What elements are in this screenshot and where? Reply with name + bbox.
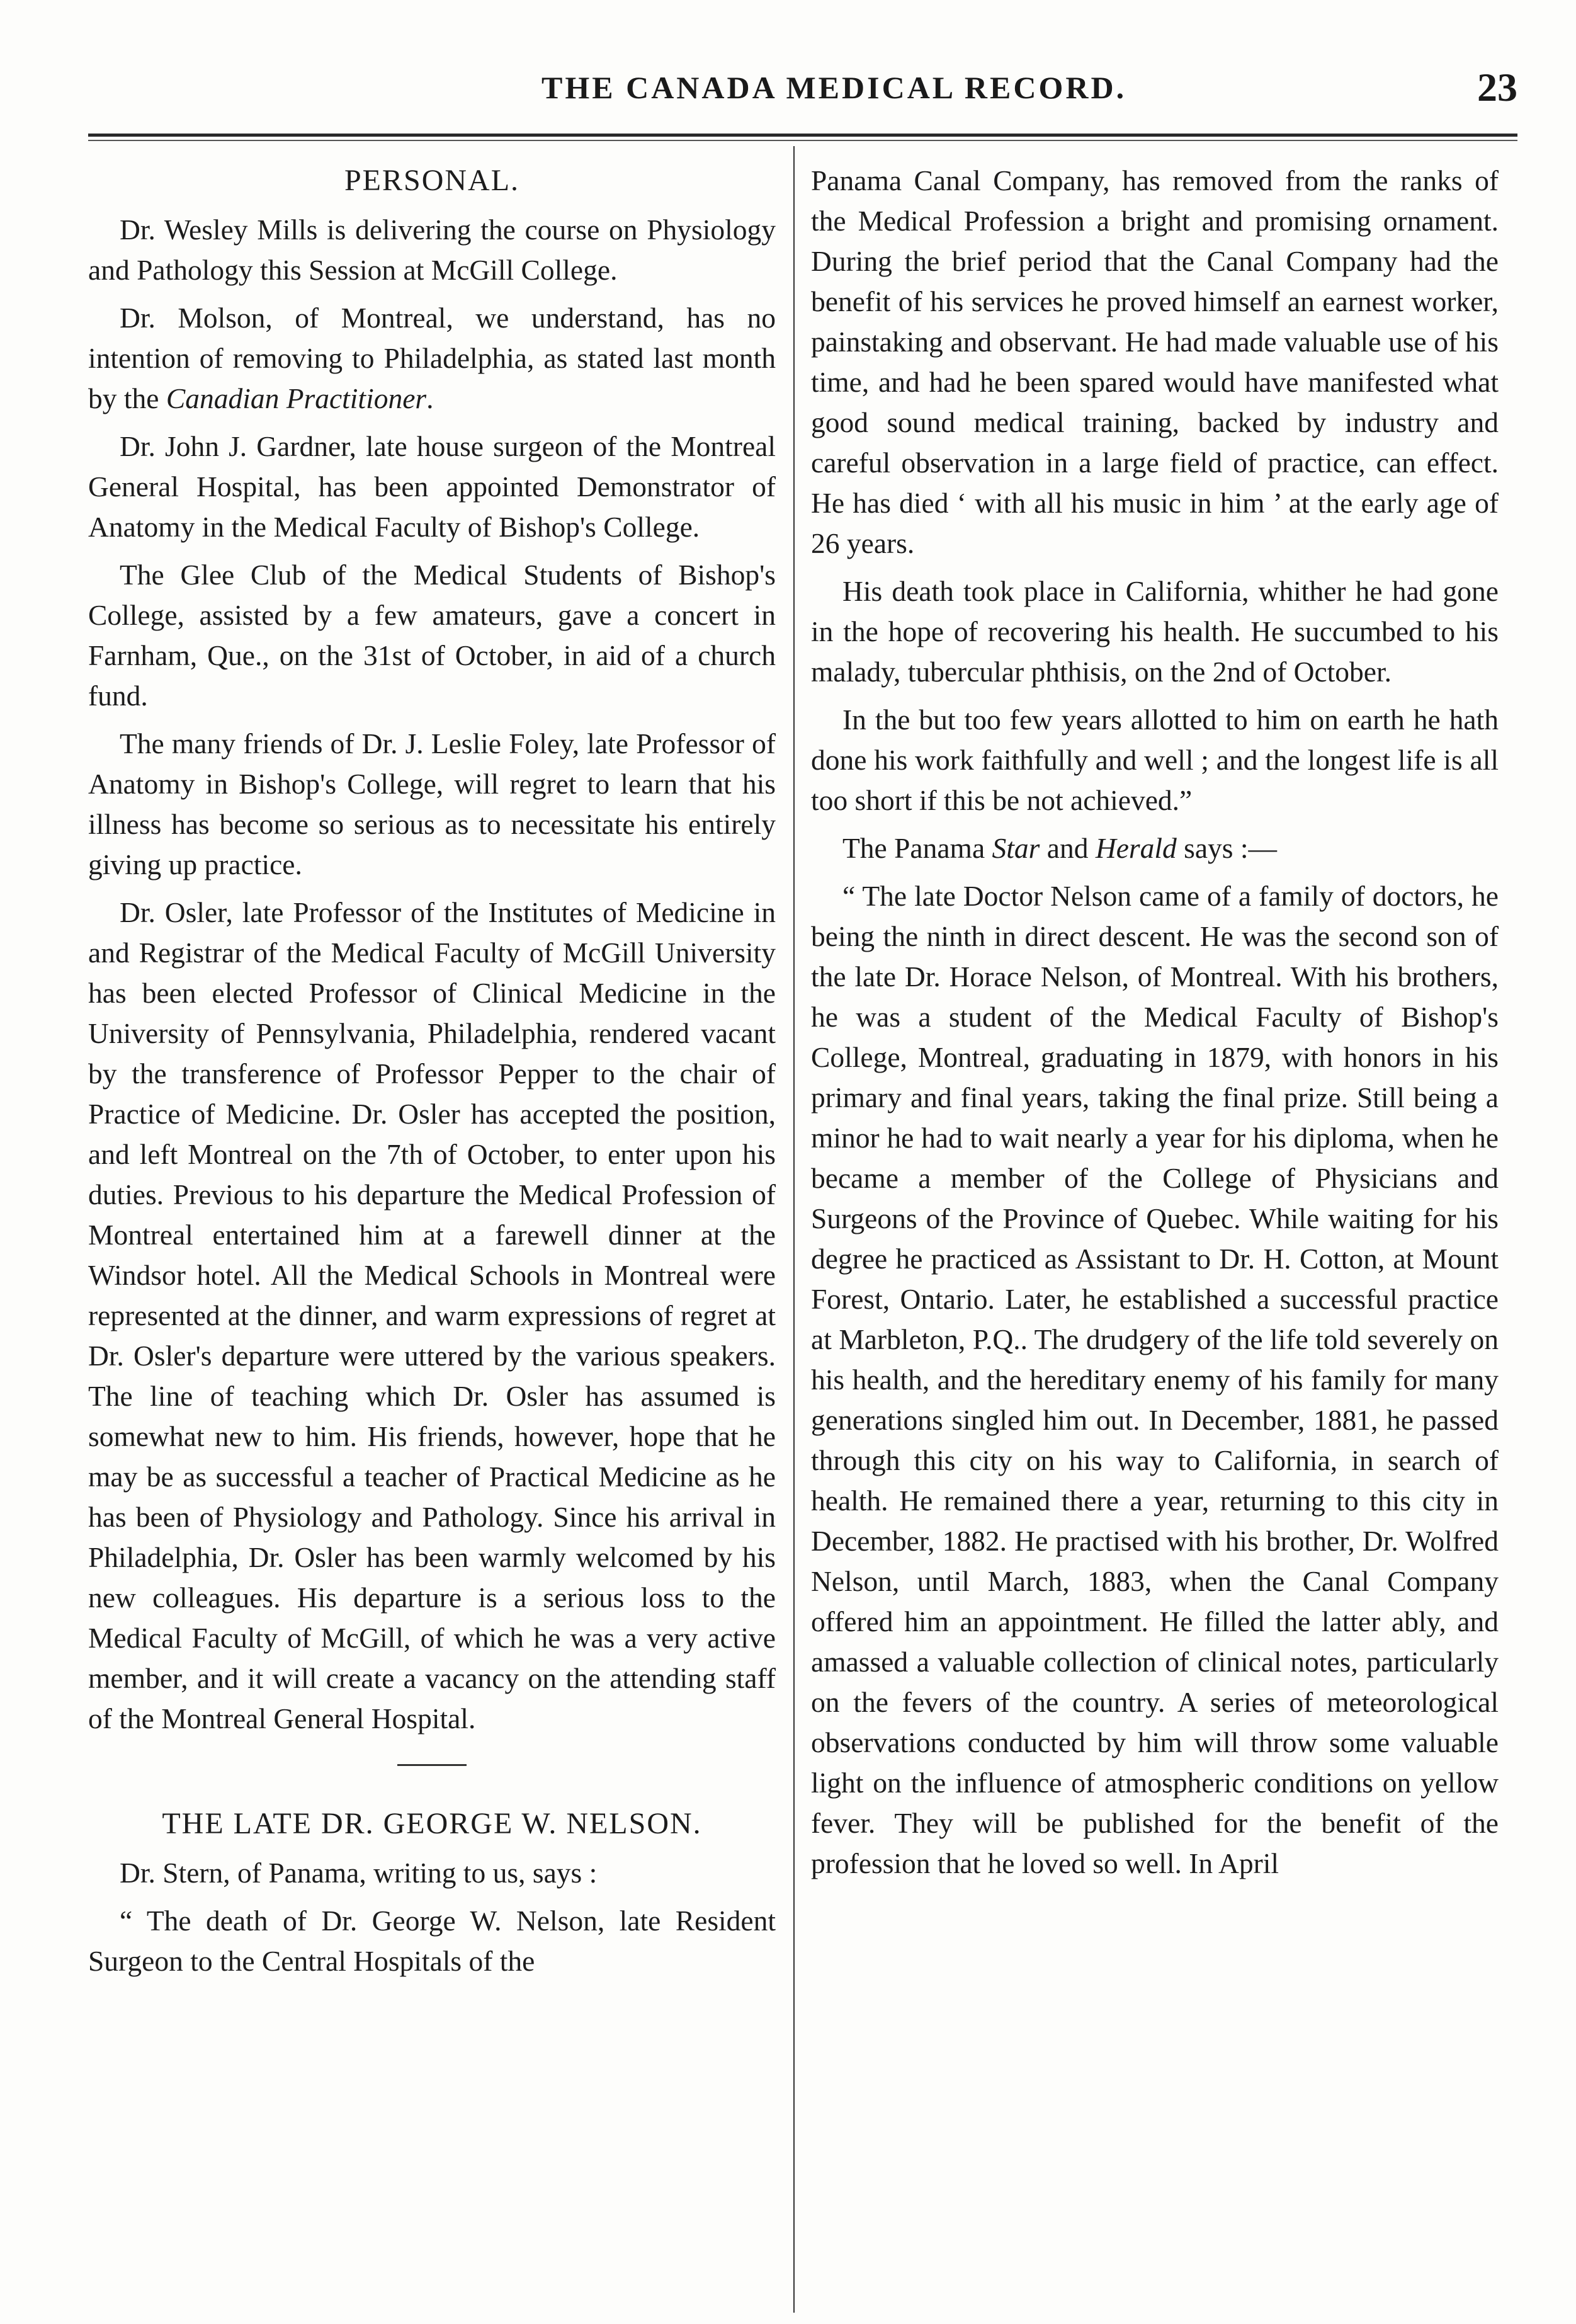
- star-herald-text: The Panama: [842, 832, 992, 864]
- page-number: 23: [1477, 65, 1517, 110]
- paragraph-molson: [88, 298, 776, 419]
- herald-title: Herald: [1095, 832, 1177, 864]
- right-column: [811, 161, 1499, 1891]
- header-rule-thin: [88, 140, 1517, 141]
- paragraph-stern-intro: Dr. Stern, of Panama, writing to us, says :: [120, 1857, 598, 1889]
- paragraph-gardner: Dr. John J. Gardner, late house surgeon of the Montreal General Hospital, has been appointed Demonstrator of Anatomy in the Medical Faculty of Bishop's College.: [88, 430, 776, 543]
- star-title: Star: [992, 832, 1040, 864]
- star-herald-and: and: [1040, 832, 1096, 864]
- paragraph-mills: Dr. Wesley Mills is delivering the course on Physiology and Pathology this Session at McGill College.: [88, 214, 776, 286]
- paragraph-death-california: His death took place in California, whither he had gone in the hope of recovering his health. He succumbed to his malady, tubercular phthisis, on the 2nd of October.: [811, 575, 1499, 688]
- section-separator: [397, 1764, 467, 1766]
- paragraph-glee-club: The Glee Club of the Medical Students of Bishop's College, assisted by a few amateurs, gave a concert in Farnham, Que., on the 31st of October, in aid of a church fund.: [88, 559, 776, 712]
- nelson-heading: THE LATE DR. GEORGE W. NELSON.: [162, 1807, 702, 1840]
- canadian-practitioner-title: Canadian Practitioner: [166, 382, 427, 414]
- header-rule: [88, 134, 1517, 137]
- personal-heading: PERSONAL.: [344, 164, 520, 197]
- paragraph-foley: The many friends of Dr. J. Leslie Foley, late Professor of Anatomy in Bishop's College, will regret to learn that his illness has become so serious as to necessitate his entirely giving up practice.: [88, 727, 776, 880]
- paragraph-stern-quote-start: “ The death of Dr. George W. Nelson, late Resident Surgeon to the Central Hospitals of the: [88, 1905, 776, 1977]
- left-column: [88, 161, 776, 1989]
- paragraph-molson-text: Dr. Molson, of Montreal, we understand, has no intention of removing to Philadelphia, as stated last month by the: [88, 302, 776, 414]
- paragraph-stern-quote-continued: Panama Canal Company, has removed from the ranks of the Medical Profession a bright and promising ornament. During the brief period that the Canal Company had the benefit of his services he proved himself an earnest worker, painstaking and observant. He had made valuable use of his time, and had he been spared would have manifested what good sound medical training, backed by industry and careful observation in a large field of practice, can effect. He has died ‘ with all his music in him ’ at the early age of 26 years.: [811, 164, 1499, 559]
- star-herald-says: says :—: [1176, 832, 1277, 864]
- page-header: [76, 65, 1517, 132]
- column-divider: [793, 146, 795, 2313]
- paragraph-molson-end: .: [426, 382, 434, 414]
- journal-title: THE CANADA MEDICAL RECORD.: [541, 70, 1127, 105]
- paragraph-work-done: In the but too few years allotted to him on earth he hath done his work faithfully and well ; and the longest life is all too short if this be not achieved.”: [811, 703, 1499, 816]
- paragraph-star-herald-intro: [811, 828, 1499, 869]
- paragraph-nelson-biography: “ The late Doctor Nelson came of a family of doctors, he being the ninth in direct descent. He was the second son of the late Dr. Horace Nelson, of Montreal. With his brothers, he was a student of the Medical Faculty of Bishop's College, Montreal, graduating in 1879, with honors in his primary and final years, taking the final prize. Still being a minor he had to wait nearly a year for his diploma, when he became a member of the College of Physicians and Surgeons of the Province of Quebec. While waiting for his degree he practiced as Assistant to Dr. H. Cotton, at Mount Forest, Ontario. Later, he established a successful practice at Marbleton, P.Q.. The drudgery of the life told severely on his health, and the hereditary enemy of his family for many generations singled him out. In December, 1881, he passed through this city on his way to California, in search of health. He remained there a year, returning to this city in December, 1882. He practised with his brother, Dr. Wolfred Nelson, until March, 1883, when the Canal Company offered him an appointment. He filled the latter ably, and amassed a valuable collection of clinical notes, particularly on the fevers of the country. A series of meteorological observations conducted by him will throw some valuable light on the influence of atmospheric conditions on yellow fever. They will be published for the benefit of the profession that he loved so well. In April: [811, 880, 1499, 1879]
- paragraph-osler: Dr. Osler, late Professor of the Institutes of Medicine in and Registrar of the Medical Faculty of McGill University has been elected Professor of Clinical Medicine in the University of Pennsylvania, Philadelphia, rendered vacant by the transference of Professor Pepper to the chair of Practice of Medicine. Dr. Osler has accepted the position, and left Montreal on the 7th of October, to enter upon his duties. Previous to his departure the Medical Profession of Montreal entertained him at a farewell dinner at the Windsor hotel. All the Medical Schools in Montreal were represented at the dinner, and warm expressions of regret at Dr. Osler's departure were uttered by the various speakers. The line of teaching which Dr. Osler has assumed is somewhat new to him. His friends, however, hope that he may be as successful a teacher of Practical Medicine as he has been of Physiology and Pathology. Since his arrival in Philadelphia, Dr. Osler has been warmly welcomed by his new colleagues. His departure is a serious loss to the Medical Faculty of McGill, of which he was a very active member, and it will create a vacancy on the attending staff of the Montreal General Hospital.: [88, 896, 776, 1734]
